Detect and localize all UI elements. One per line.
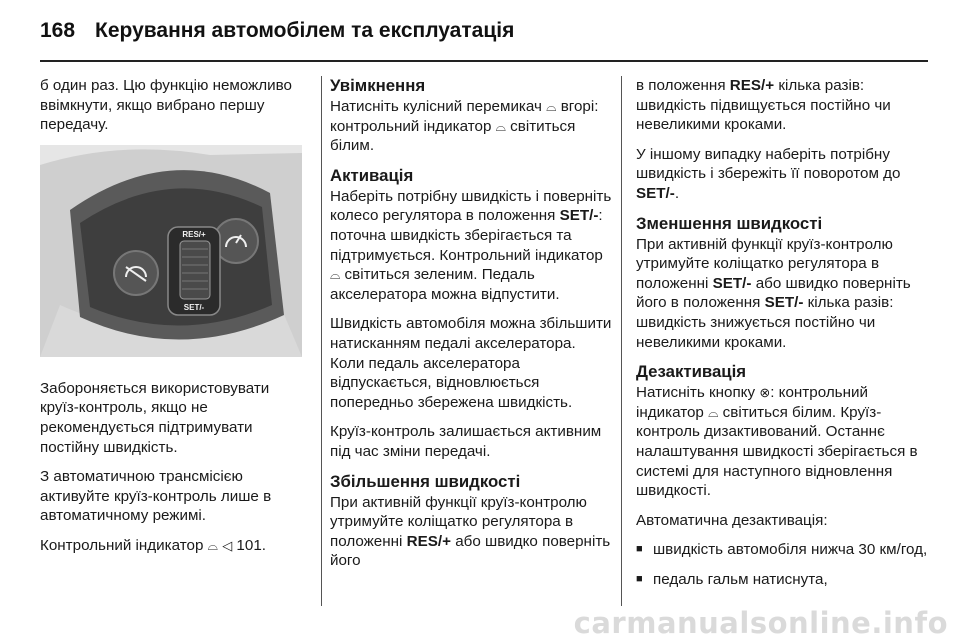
activation-paragraph: Наберіть потрібну швидкість і поверніть колесо регулятора в положення SET/-: поточна швидкість зберігається та підтримується. Контрольний індикатор ⌓ світиться зеленим. Педаль акселератора можна відпустити. <box>330 187 612 303</box>
heading-increase-speed: Збільшення швидкості <box>330 471 521 491</box>
on-paragraph: Натисніть кулісний перемикач ⌓ вгорі: контрольний індикатор ⌓ світиться білим. <box>330 98 599 155</box>
indicator-reference: Контрольний індикатор ⌓ ◁ 101. <box>40 536 266 554</box>
heading-deactivation: Дезактивація <box>636 362 747 382</box>
automatic-transmission-paragraph: З автоматичною трансмісією активуйте круїз-контроль лише в автоматичному режимі. <box>40 468 272 525</box>
list-item: ■ швидкість автомобіля нижча 30 км/год, <box>636 540 928 560</box>
res-plus-label: RES/+ <box>406 532 451 550</box>
cruise-indicator-icon: ⌓ <box>495 118 506 134</box>
cancel-icon: ⊗ <box>759 385 771 401</box>
column-divider-2 <box>621 76 622 606</box>
column-2 <box>330 76 612 581</box>
set-minus-label: SET/- <box>636 184 675 202</box>
auto-deactivation-label: Автоматична дезактивація: <box>636 511 828 529</box>
steering-wheel-controls-figure <box>40 145 302 357</box>
list-item: ■ педаль гальм натиснута, <box>636 570 928 590</box>
cruise-indicator-icon: ⌓ <box>546 99 557 114</box>
deactivation-paragraph: Натисніть кнопку ⊗: контрольний індикатор ⌓ світиться білим. Круїз-контроль дизактивований. Останнє налаштування швидкості зберігається в системі для наступного відновлення швидкості. <box>636 384 918 500</box>
cruise-indicator-icon: ⌓ <box>708 404 719 420</box>
page-number: 168 <box>40 19 76 42</box>
page-header <box>40 8 514 54</box>
store-speed-paragraph: У іншому випадку наберіть потрібну швидкість і збережіть її поворотом до SET/-. <box>636 145 901 202</box>
res-label: RES/+ <box>182 229 206 239</box>
set-minus-label: SET/- <box>764 294 804 312</box>
section-title: Керування автомобілем та експлуатація <box>95 19 515 42</box>
heading-on: Увімкнення <box>330 76 426 95</box>
set-minus-label: SET/- <box>712 274 752 292</box>
cruise-thumbwheel[interactable] <box>180 241 210 299</box>
warning-paragraph: Забороняється використовувати круїз-контроль, якщо не рекомендується підтримувати постійну швидкість. <box>40 379 270 456</box>
heading-activation: Активація <box>330 165 414 185</box>
page-reference-icon: ◁ <box>222 537 233 553</box>
column-3 <box>636 76 928 599</box>
decrease-paragraph: При активній функції круїз-контролю утримуйте коліщатко регулятора в положенні SET/- або швидко поверніть його в положення SET/- кілька разів: швидкість знижується постійно чи невеликими кроками. <box>636 235 911 351</box>
auto-deactivation-list <box>636 540 928 589</box>
set-label: SET/- <box>183 302 205 312</box>
column-1 <box>40 76 310 566</box>
cruise-indicator-icon: ⌓ <box>207 537 218 553</box>
watermark: carmanualsonline.info <box>573 606 948 640</box>
cruise-indicator-icon: ⌓ <box>330 267 341 283</box>
heading-decrease-speed: Зменшення швидкості <box>636 213 823 233</box>
activation-paragraph-3: Круїз-контроль залишається активним під час зміни передачі. <box>330 423 602 460</box>
set-minus-label: SET/- <box>559 207 599 225</box>
intro-paragraph: б один раз. Цю функцію неможливо ввімкнути, якщо вибрано першу передачу. <box>40 77 292 134</box>
activation-paragraph-2: Швидкість автомобіля можна збільшити натисканням педалі акселератора. Коли педаль акселератора відпускається, відновлюється попередньо збережена швидкість. <box>330 315 612 411</box>
increase-continued: в положення RES/+ кілька разів: швидкість підвищується постійно чи невеликими кроками. <box>636 77 891 134</box>
increase-paragraph: При активній функції круїз-контролю утримуйте коліщатко регулятора в положенні RES/+ або швидко поверніть його <box>330 493 611 570</box>
column-divider-1 <box>321 76 322 606</box>
res-plus-label: RES/+ <box>729 77 775 94</box>
header-rule <box>40 60 928 62</box>
